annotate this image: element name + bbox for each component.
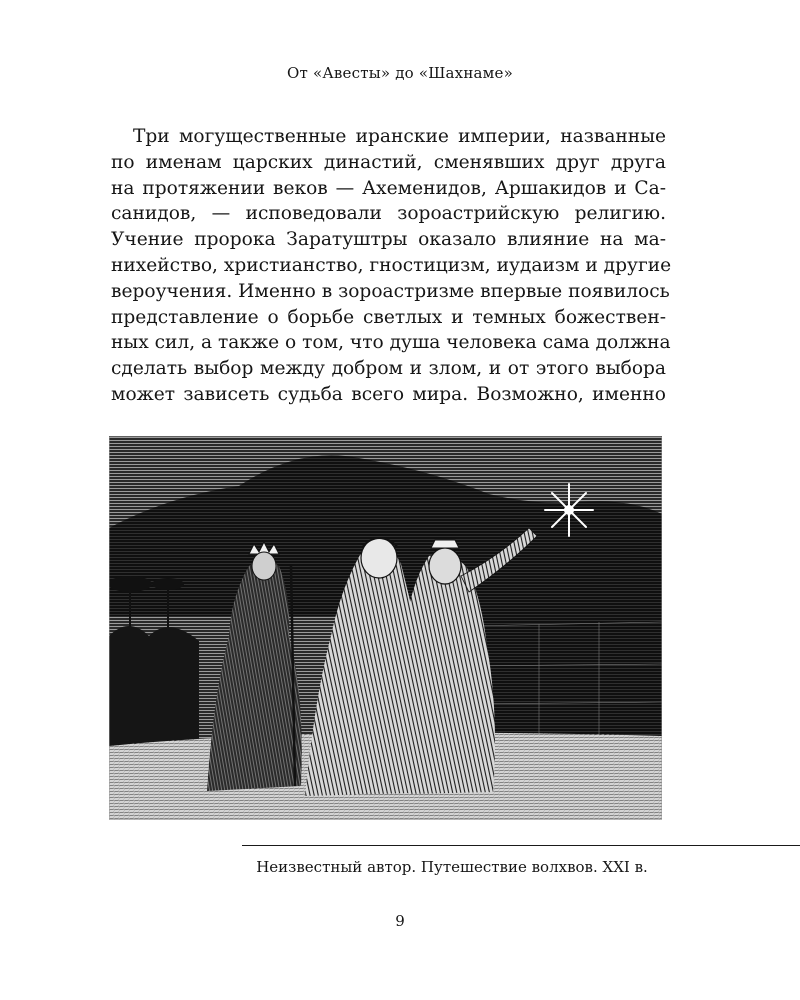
body-line: Три могущественные иранские империи, названные bbox=[133, 126, 666, 147]
body-line: на протяжении веков — Ахеменидов, Аршакидов и Са- bbox=[111, 177, 666, 199]
body-line: вероучения. Именно в зороастризме впервые появилось bbox=[111, 280, 670, 302]
body-line: Учение пророка Заратуштры оказало влияние на ма- bbox=[111, 229, 666, 251]
body-line: представление о борьбе светлых и темных божествен- bbox=[111, 306, 666, 328]
illustration bbox=[109, 436, 662, 820]
running-head: От «Авесты» до «Шахнаме» bbox=[287, 64, 513, 82]
body-line: нихейство, христианство, гностицизм, иудаизм и другие bbox=[111, 254, 672, 276]
body-line: ных сил, а также о том, что душа человека сама должна bbox=[111, 332, 671, 354]
body-line: по именам царских династий, сменявших друг друга bbox=[111, 151, 666, 173]
body-line: может зависеть судьба всего мира. Возможно, именно bbox=[111, 383, 666, 405]
figure-caption: Неизвестный автор. Путешествие волхвов. XXI в. bbox=[256, 858, 648, 876]
magi-engraving-image bbox=[109, 436, 662, 820]
caption-rule bbox=[242, 845, 800, 846]
body-text bbox=[111, 124, 672, 408]
body-line: санидов, — исповедовали зороастрийскую религию. bbox=[111, 203, 666, 225]
body-line: сделать выбор между добром и злом, и от этого выбора bbox=[111, 358, 666, 380]
page-number: 9 bbox=[395, 912, 405, 930]
